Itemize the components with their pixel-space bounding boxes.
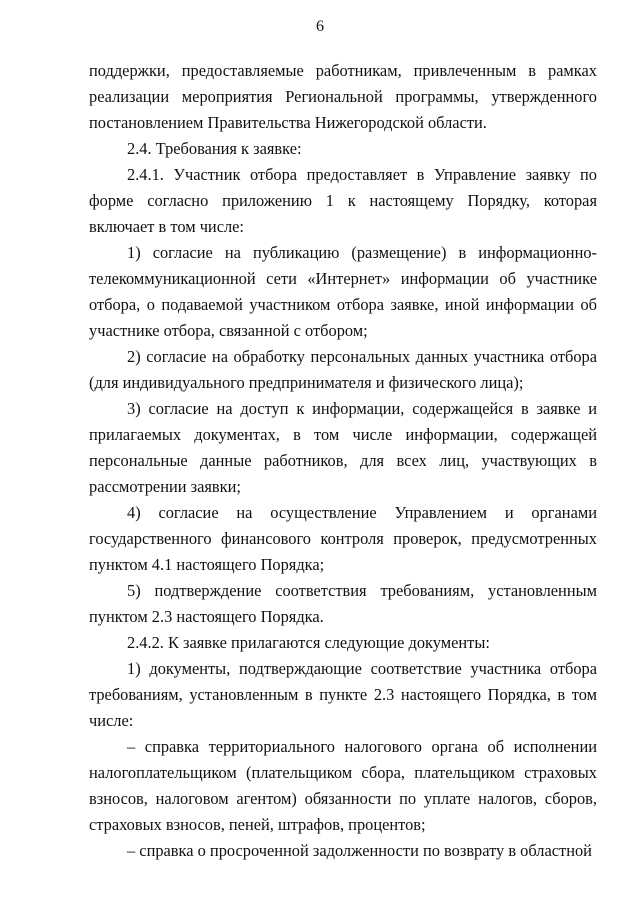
paragraph-continuation: поддержки, предоставляемые работникам, привлеченным в рамках реализации мероприятия Региональной программы, утвержденного постановлением Правительства Нижегородской области.	[89, 61, 597, 132]
page-number: 6	[316, 18, 324, 35]
paragraph-2-4-2: 2.4.2. К заявке прилагаются следующие документы:	[127, 633, 490, 652]
paragraph-consent-access: 3) согласие на доступ к информации, содержащейся в заявке и прилагаемых документах, в том числе информации, содержащей персональные данные работников, для всех лиц, участвующих в рассмотрении заявки;	[89, 399, 597, 496]
paragraph-debt-certificate: – справка о просроченной задолженности по возврату в областной	[127, 841, 592, 860]
paragraph-consent-inspections: 4) согласие на осуществление Управлением и органами государственного финансового контроля проверок, предусмотренных пунктом 4.1 настоящего Порядка;	[89, 503, 597, 574]
document-body	[89, 58, 597, 864]
paragraph-2-4-1: 2.4.1. Участник отбора предоставляет в Управление заявку по форме согласно приложению 1 к настоящему Порядку, которая включает в том числе:	[89, 165, 597, 236]
paragraph-requirements-heading: 2.4. Требования к заявке:	[127, 139, 302, 158]
paragraph-consent-personal-data: 2) согласие на обработку персональных данных участника отбора (для индивидуального предпринимателя и физического лица);	[89, 347, 597, 392]
paragraph-consent-publication: 1) согласие на публикацию (размещение) в информационно-телекоммуникационной сети «Интернет» информации об участнике отбора, о подаваемой участником отбора заявке, иной информации об участнике отбора, связанной с отбором;	[89, 243, 597, 340]
paragraph-confirmation: 5) подтверждение соответствия требованиям, установленным пунктом 2.3 настоящего Порядка.	[89, 581, 597, 626]
paragraph-documents: 1) документы, подтверждающие соответствие участника отбора требованиям, установленным в пункте 2.3 настоящего Порядка, в том числе:	[89, 659, 597, 730]
paragraph-tax-certificate: – справка территориального налогового органа об исполнении налогоплательщиком (плательщиком сбора, плательщиком страховых взносов, налоговом агентом) обязанности по уплате налогов, сборов, страховых взносов, пеней, штрафов, процентов;	[89, 737, 597, 834]
